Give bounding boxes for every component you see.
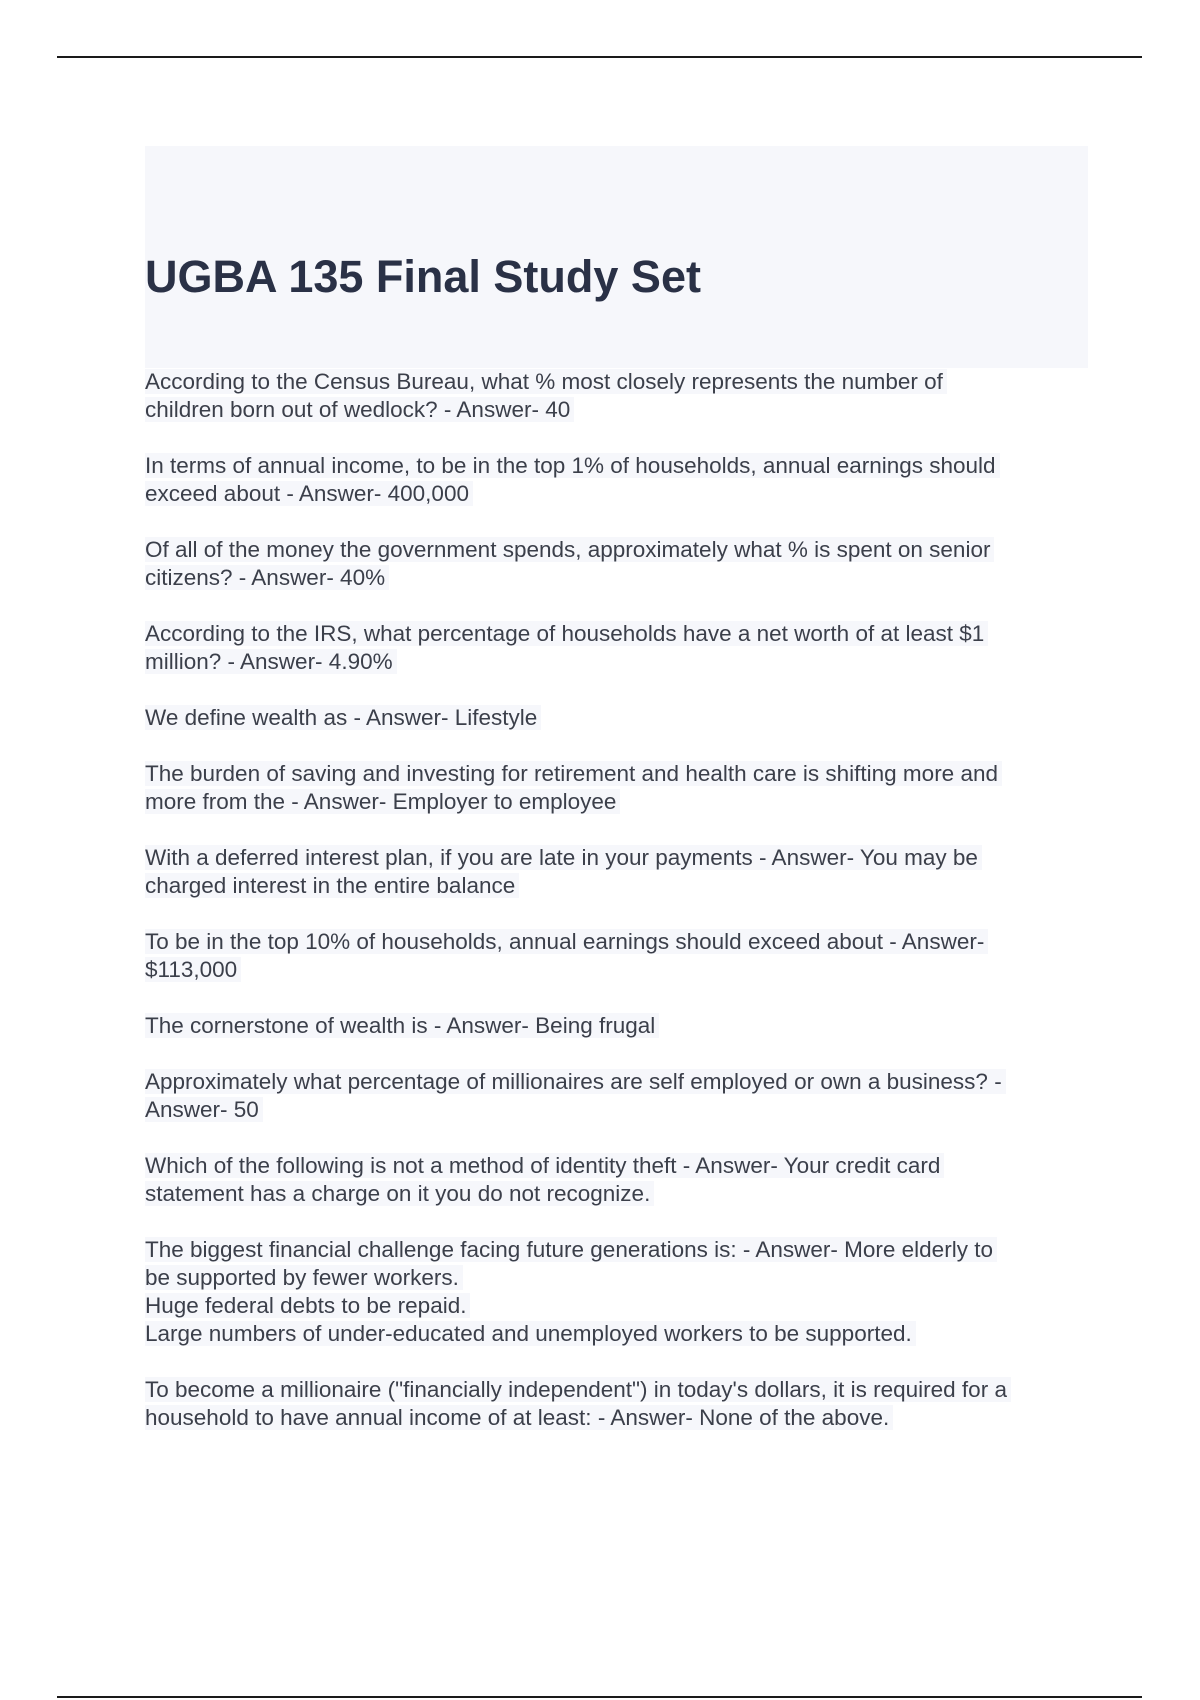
qa-item-6: The burden of saving and investing for retirement and health care is shifting more and more from the - Answer- Employer to employee	[145, 760, 1090, 816]
qa-item-13: To become a millionaire ("financially independent") in today's dollars, it is required for a household to have annual income of at least: - Answer- None of the above.	[145, 1376, 1090, 1432]
top-rule	[57, 56, 1142, 58]
qa-item-7: With a deferred interest plan, if you are late in your payments - Answer- You may be charged interest in the entire balance	[145, 844, 1090, 900]
qa-item-10: Approximately what percentage of millionaires are self employed or own a business? - Answer- 50	[145, 1068, 1090, 1124]
qa-item-4: According to the IRS, what percentage of households have a net worth of at least $1 million? - Answer- 4.90%	[145, 620, 1090, 676]
bottom-rule	[57, 1696, 1142, 1698]
qa-item-9: The cornerstone of wealth is - Answer- Being frugal	[145, 1012, 1090, 1040]
qa-item-11: Which of the following is not a method of identity theft - Answer- Your credit card statement has a charge on it you do not recognize.	[145, 1152, 1090, 1208]
qa-item-5: We define wealth as - Answer- Lifestyle	[145, 704, 1090, 732]
qa-item-1: According to the Census Bureau, what % most closely represents the number of children born out of wedlock? - Answer- 40	[145, 368, 1090, 424]
qa-item-8: To be in the top 10% of households, annual earnings should exceed about - Answer- $113,000	[145, 928, 1090, 984]
qa-item-3: Of all of the money the government spends, approximately what % is spent on senior citizens? - Answer- 40%	[145, 536, 1090, 592]
qa-item-12: The biggest financial challenge facing future generations is: - Answer- More elderly to be supported by fewer workers. Huge federal debts to be repaid. Large numbers of under-educated and unemployed workers to be supported.	[145, 1236, 1090, 1348]
document-title: UGBA 135 Final Study Set	[145, 251, 701, 302]
qa-item-2: In terms of annual income, to be in the top 1% of households, annual earnings should exceed about - Answer- 400,000	[145, 452, 1090, 508]
qa-list	[145, 368, 1090, 1460]
